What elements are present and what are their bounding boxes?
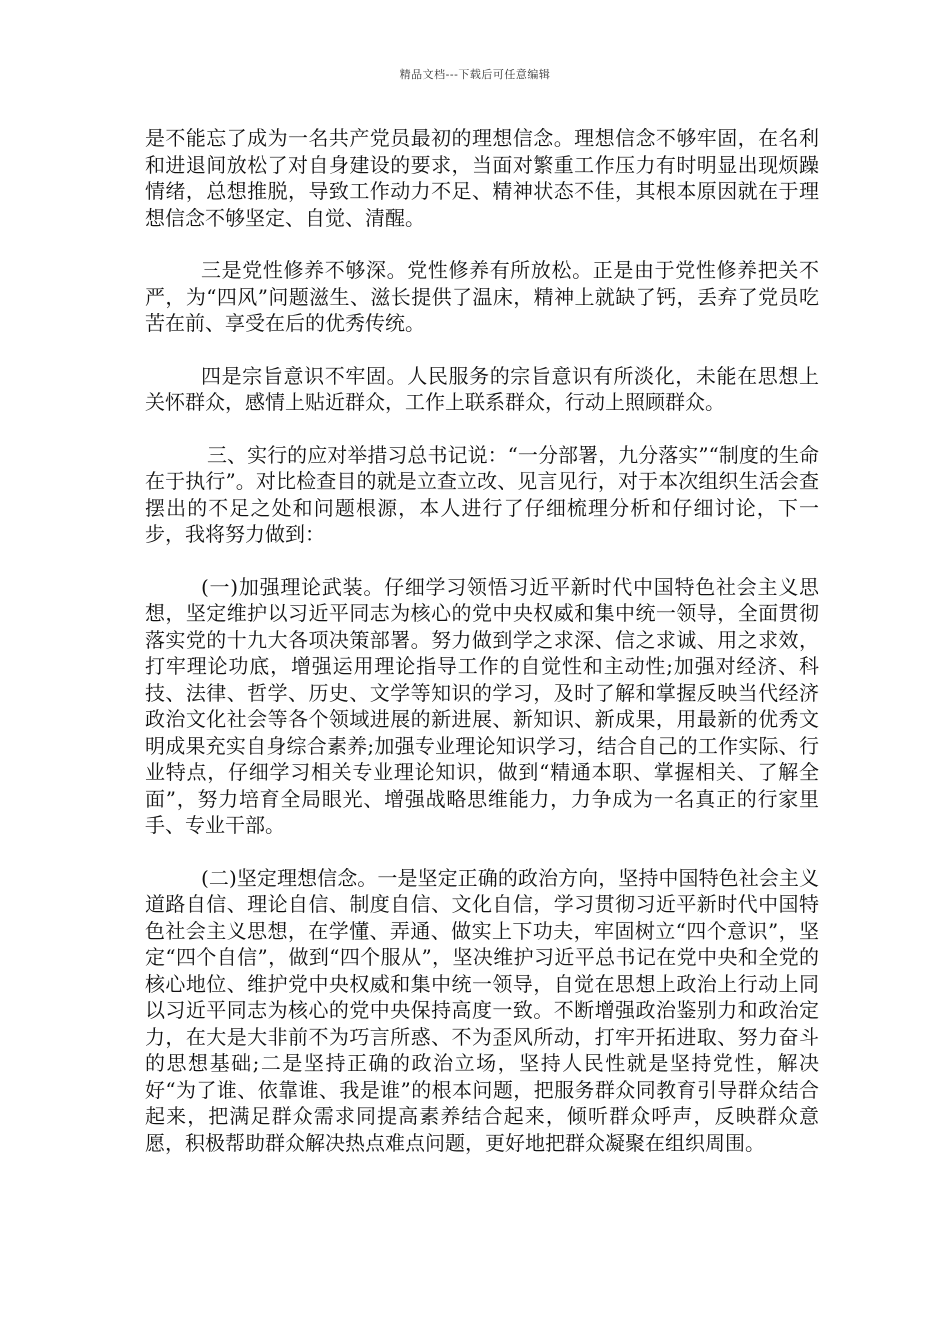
paragraph-ideals-continued: 是不能忘了成为一名共产党员最初的理想信念。理想信念不够牢固，在名利和进退间放松了对自身建设的要求，当面对繁重工作压力有时明显出现烦躁情绪，总想推脱，导致工作动力不足、精神状态不佳，其根本原因就在于理想信念不够坚定、自觉、清醒。 <box>145 126 819 230</box>
paragraph-theory-study: (一)加强理论武装。仔细学习领悟习近平新时代中国特色社会主义思想，坚定维护以习近平同志为核心的党中央权威和集中统一领导，全面贯彻落实党的十九大各项决策部署。努力做到学之求深、信之求诚、用之求效，打牢理论功底，增强运用理论指导工作的自觉性和主动性;加强对经济、科技、法律、哲学、历史、文学等知识的学习，及时了解和掌握反映当代经济政治文化社会等各个领域进展的新进展、新知识、新成果，用最新的优秀文明成果充实自身综合素养;加强专业理论知识学习，结合自己的工作实际、行业特点，仔细学习相关专业理论知识，做到“精通本职、掌握相关、了解全面”，努力培育全局眼光、增强战略思维能力，力争成为一名真正的行家里手、专业干部。 <box>145 574 819 837</box>
paragraph-section-three-heading: 三、实行的应对举措习总书记说：“一分部署，九分落实”“制度的生命在于执行”。对比检查目的就是立查立改、见言见行，对于本次组织生活会查摆出的不足之处和问题根源，本人进行了仔细梳理分析和仔细讨论，下一步，我将努力做到： <box>145 442 819 546</box>
paragraph-party-spirit: 三是党性修养不够深。党性修养有所放松。正是由于党性修养把关不严，为“四风”问题滋生、滋长提供了温床，精神上就缺了钙，丢弃了党员吃苦在前、享受在后的优秀传统。 <box>145 258 819 335</box>
page-header: 精品文档---下载后可任意编辑 <box>399 68 551 81</box>
paragraph-ideals-faith: (二)坚定理想信念。一是坚定正确的政治方向，坚持中国特色社会主义道路自信、理论自信、制度自信、文化自信，学习贯彻习近平新时代中国特色社会主义思想，在学懂、弄通、做实上下功夫，牢固树立“四个意识”，坚定“四个自信”，做到“四个服从”，坚决维护习近平总书记在党中央和全党的核心地位、维护党中央权威和集中统一领导，自觉在思想上政治上行动上同以习近平同志为核心的党中央保持高度一致。不断增强政治鉴别力和政治定力，在大是大非前不为巧言所惑、不为歪风所动，打牢开拓进取、努力奋斗的思想基础;二是坚持正确的政治立场，坚持人民性就是坚持党性，解决好“为了谁、依靠谁、我是谁”的根本问题，把服务群众同教育引导群众结合起来，把满足群众需求同提高素养结合起来，倾听群众呼声，反映群众意愿，积极帮助群众解决热点难点问题，更好地把群众凝聚在组织周围。 <box>145 865 819 1155</box>
document-body <box>145 125 819 1182</box>
paragraph-purpose-awareness: 四是宗旨意识不牢固。人民服务的宗旨意识有所淡化，未能在思想上关怀群众，感情上贴近群众，工作上联系群众，行动上照顾群众。 <box>145 363 819 414</box>
